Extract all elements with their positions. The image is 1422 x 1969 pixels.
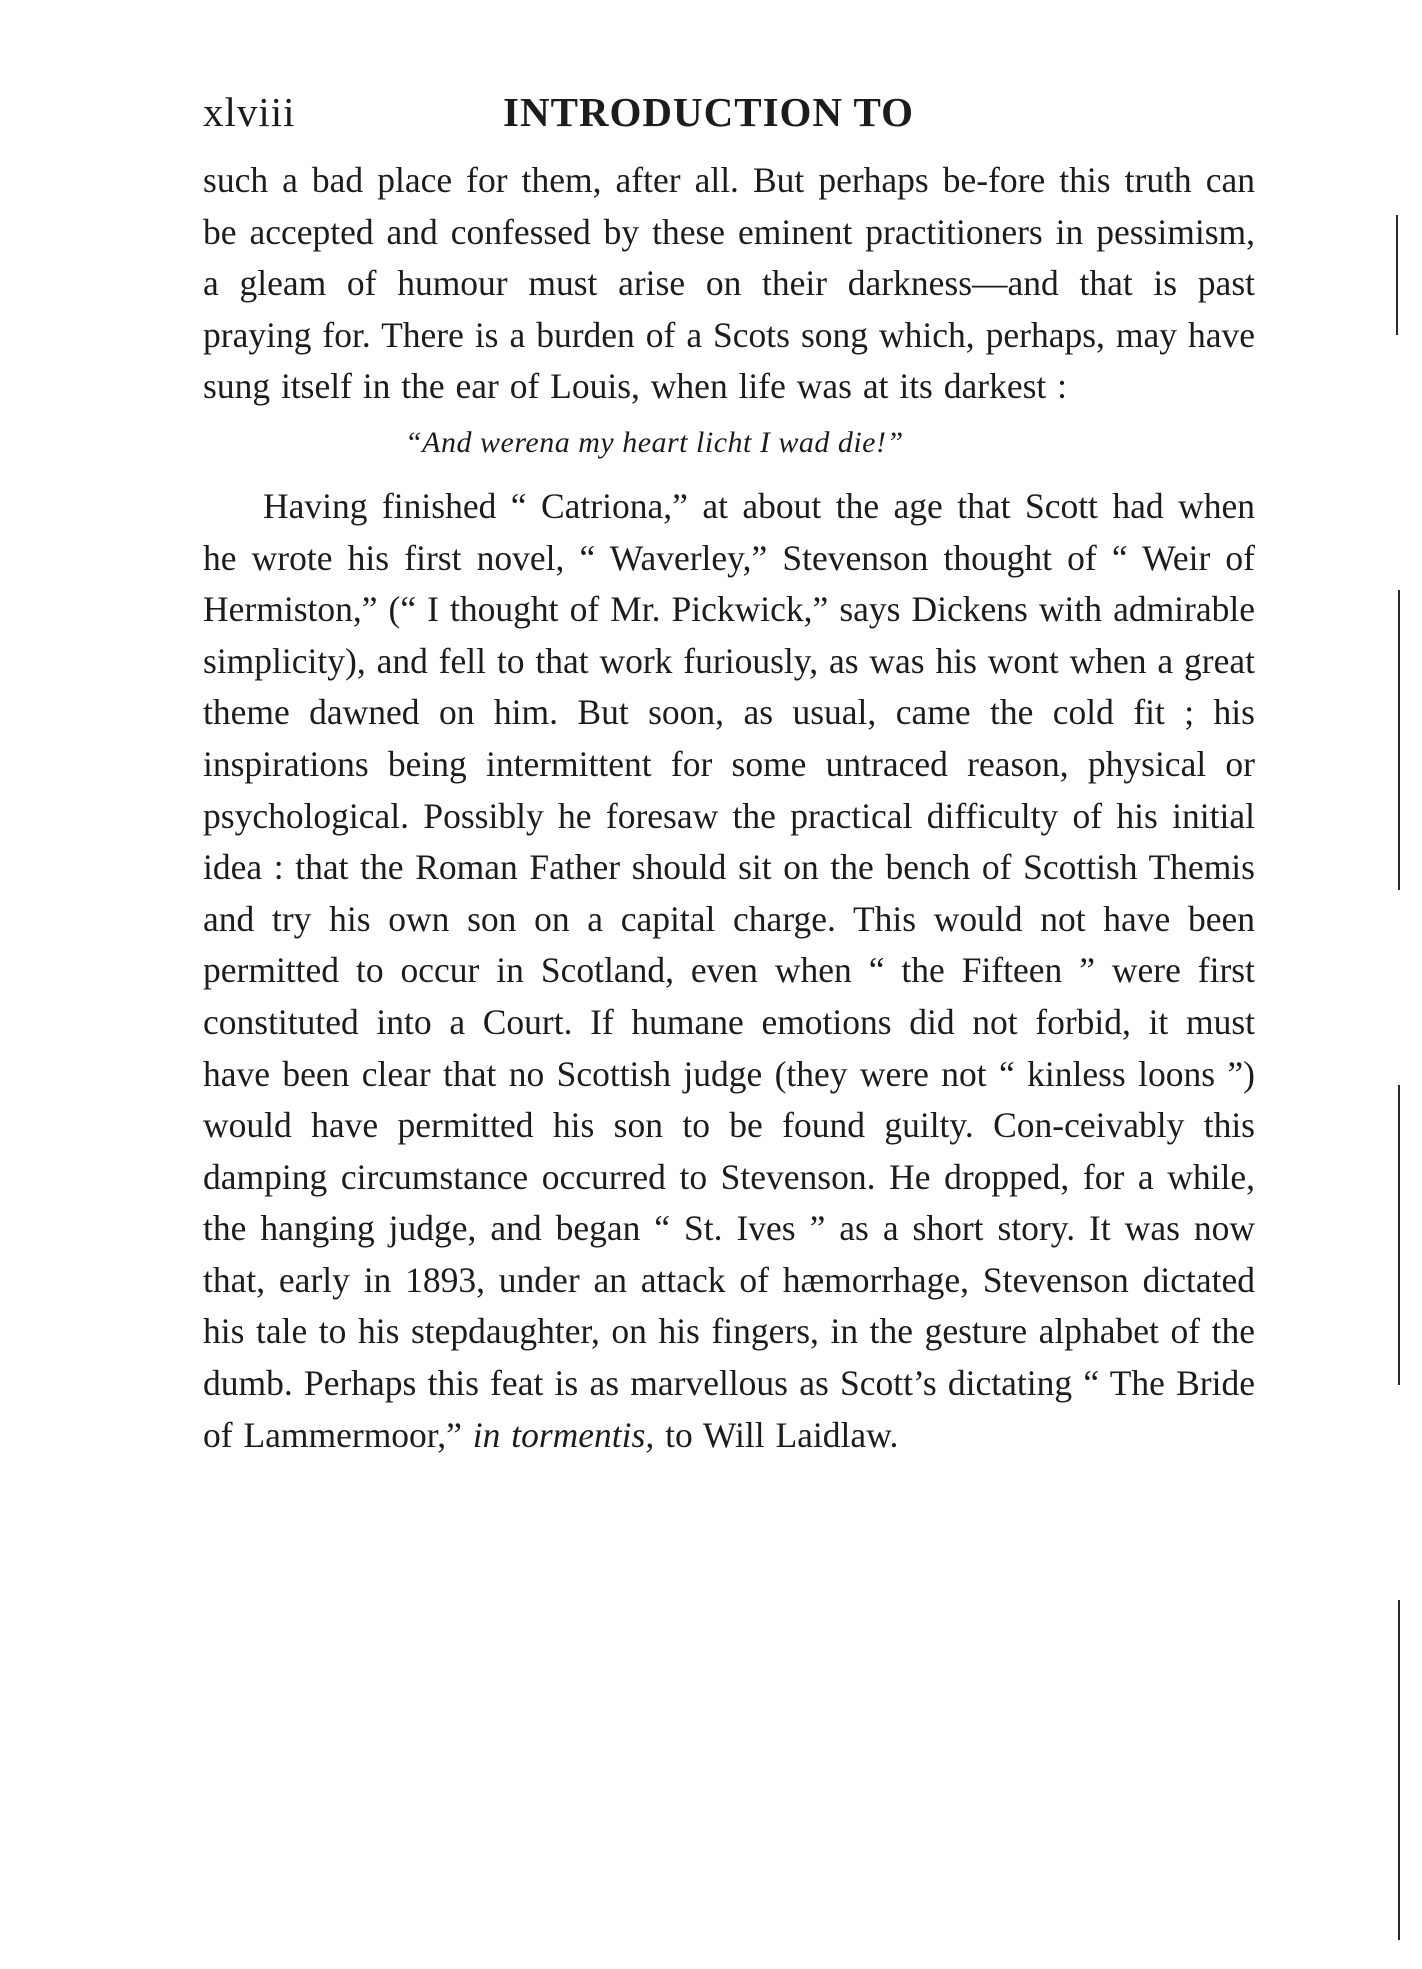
paragraph-catriona-text: Having finished “ Catriona,” at about the age that Scott had when he wrote his first novel, “ Waverley,” Stevenson thought of “ Weir of Hermiston,” (“ I thought of Mr. Pickwick,” says Dickens with admirable simplicity), and fell to that work furiously, as was his wont when a great theme dawned on him. But soon, as usual, came the cold fit ; his inspirations being intermittent for some untraced reason, physical or psychological. Possibly he foresaw the practical difficulty of his initial idea : that the Roman Father should sit on the bench of Scottish Themis and try his own son on a capital charge. This would not have been permitted to occur in Scotland, even when “ the Fifteen ” were first constituted into a Court. If humane emotions did not forbid, it must have been clear that no Scottish judge (they were not “ kinless loons ”) would have permitted his son to be found guilty. Con-ceivably this damping circumstance occurred to Stevenson. He dropped, for a while, the hanging judge, and began “ St. Ives ” as a short story. It was now that, early in 1893, under an attack of hæmorrhage, Stevenson dictated his tale to his stepdaughter, on his fingers, in the gesture alphabet of the dumb. Perhaps this feat is as marvellous as Scott’s dictating “ The Bride of Lammermoor,” [203,485,1255,1455]
paragraph-continued: such a bad place for them, after all. But perhaps be-fore this truth can be accepted and confessed by these eminent practitioners in pessimism, a gleam of humour must arise on their darkness—and that is past praying for. There is a burden of a Scots song which, perhaps, may have sung itself in the ear of Louis, when life was at its darkest : [203,160,1255,407]
scan-edge-mark [1396,215,1398,335]
running-head [203,82,1255,142]
scan-edge-mark [1398,590,1400,890]
paragraph-catriona [203,481,1255,1461]
scan-edge-mark [1398,1085,1400,1385]
paragraph-catriona-end: to Will Laidlaw. [665,1414,899,1455]
scan-edge-mark [1398,1600,1400,1940]
running-title: INTRODUCTION TO [503,89,915,135]
page-number: xlviii [203,89,296,135]
latin-phrase: in tormentis, [472,1414,655,1455]
song-quote: “And werena my heart licht I wad die!” [405,425,904,459]
body-text [203,155,1255,1461]
